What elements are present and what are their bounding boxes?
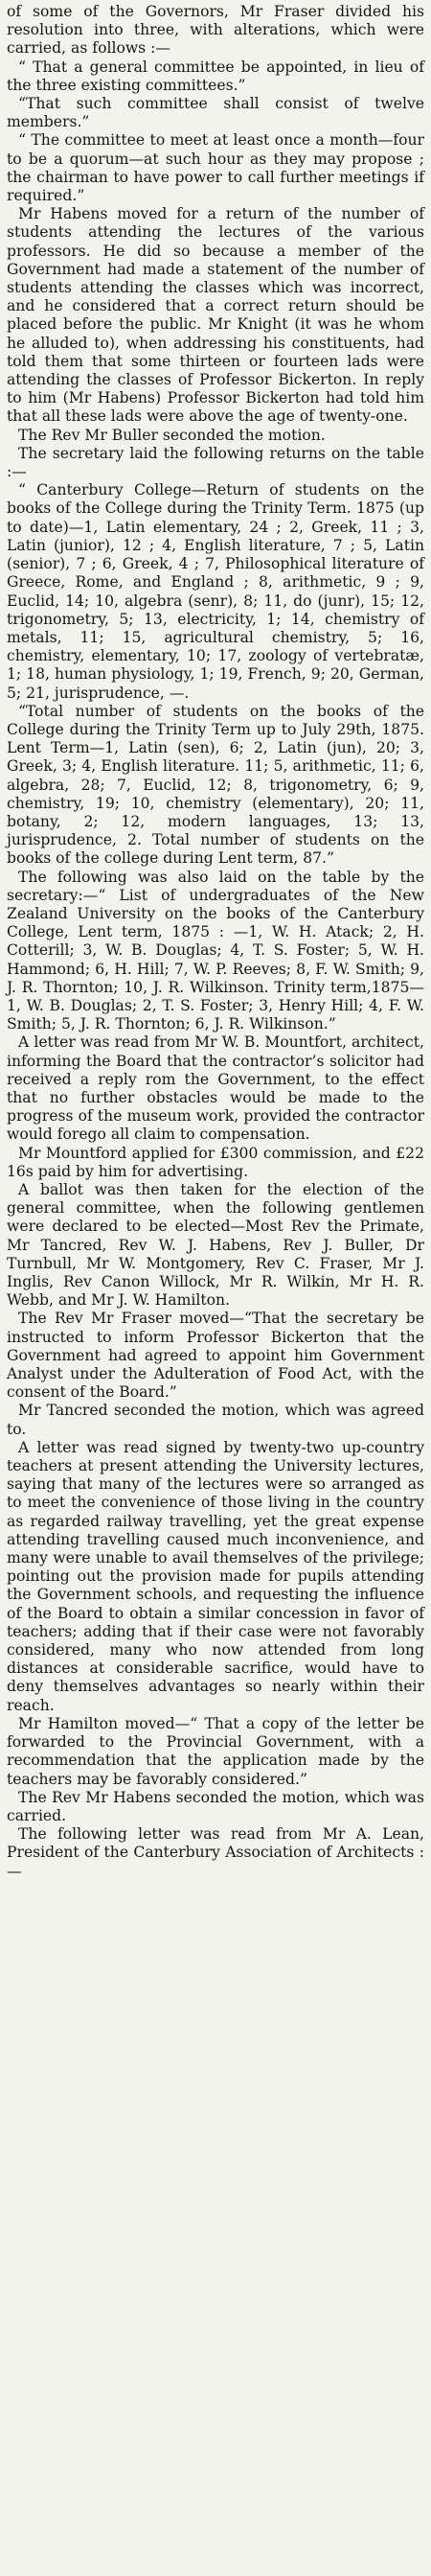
paragraph-mountford-commission: Mr Mountford applied for £300 commission, and £22 16s paid by him for advertising. (7, 1144, 424, 1180)
paragraph-resolution-3: “ The committee to meet at least once a month—four to be a quorum—at such hour as they may propose ; the chairman to have power to call further meetings if required.” (7, 131, 424, 205)
paragraph-teachers-letter: A letter was read signed by twenty-two up-country teachers at present attending the University lectures, saying that many of the lectures were so arranged as to meet the convenience of those living in the country as regarded railway travelling, yet the great expense attending travelling caused much inconvenience, and many were unable to avail themselves of the privilege; pointing out the provision made for pupils attending the Government schools, and requesting the influence of the Board to obtain a similar concession in favor of teachers; adding that if their case were not favorably considered, many who now attended from long distances at considerable sacrifice, would have to deny themselves advantages so nearly within their reach. (7, 1438, 424, 1714)
paragraph-fraser-motion: The Rev Mr Fraser moved—“That the secretary be instructed to inform Professor Bickerton that the Government had agreed to appoint him Government Analyst under the Adulteration of Food Act, with the consent of the Board.” (7, 1310, 424, 1402)
paragraph-habens-motion: Mr Habens moved for a return of the number of students attending the lectures of the various professors. He did so because a member of the Government had made a statement of the number of students attending the classes which was incorrect, and he considered that a correct return should be placed before the public. Mr Knight (it was he whom he alluded to), when addressing his constituents, had told them that some thirteen or fourteen lads were attending the classes of Professor Bickerton. In reply to him (Mr Habens) Professor Bickerton had told him that all these lads were above the age of twenty-one. (7, 205, 424, 426)
paragraph-hamilton-motion: Mr Hamilton moved—“ That a copy of the letter be forwarded to the Provincial Government, with a recommendation that the application made by the teachers may be favorably considered.” (7, 1714, 424, 1788)
paragraph-ballot: A ballot was then taken for the election of the general committee, when the following gentlemen were declared to be elected—Most Rev the Primate, Mr Tancred, Rev W. J. Habens, Rev J. Buller, Dr Turnbull, Mr W. Montgomery, Rev C. Fraser, Mr J. Inglis, Rev Canon Willock, Mr R. Wilkin, Mr H. R. Webb, and Mr J. W. Hamilton. (7, 1181, 424, 1310)
paragraph-trinity-return: “ Canterbury College—Return of students on the books of the College during the Trinity Term. 1875 (up to date)—1, Latin elementary, 24 ; 2, Greek, 11 ; 3, Latin (junior), 12 ; 4, English literature, 7 ; 5, Latin (senior), 7 ; 6, Greek, 4 ; 7, Philosophical literature of Greece, Rome, and England ; 8, arithmetic, 9 ; 9, Euclid, 14; 10, algebra (senr), 8; 11, do (junr), 15; 12, trigonometry, 5; 13, electricity, 1; 14, chemistry of metals, 11; 15, agricultural chemistry, 5; 16, chemistry, elementary, 10; 17, zoology of vertebratæ, 1; 18, human physiology, 1; 19, French, 9; 20, German, 5; 21, jurisprudence, —. (7, 481, 424, 702)
paragraph-lent-return: “Total number of students on the books of the College during the Trinity Term up to July 29th, 1875. Lent Term—1, Latin (sen), 6; 2, Latin (jun), 20; 3, Greek, 3; 4, English literature. 11; 5, arithmetic, 11; 6, algebra, 28; 7, Euclid, 12; 8, trigonometry, 6; 9, chemistry, 19; 10, chemistry (elementary), 20; 11, botany, 2; 12, modern languages, 13; 13, jurisprudence, 2. Total number of students on the books of the college during Lent term, 87.” (7, 702, 424, 868)
paragraph-lean-letter-intro: The following letter was read from Mr A. Lean, President of the Canterbury Association of Architects :— (7, 1825, 424, 1880)
paragraph-undergraduates: The following was also laid on the table by the secretary:—“ List of undergraduates of the New Zealand University on the books of the Canterbury College, Lent term, 1875 : —1, W. H. Atack; 2, H. Cotterill; 3, W. B. Douglas; 4, T. S. Foster; 5, W. H. Hammond; 6, H. Hill; 7, W. P. Reeves; 8, F. W. Smith; 9, J. R. Thornton; 10, J. R. Wilkinson. Trinity term,1875—1, W. B. Douglas; 2, T. S. Foster; 3, Henry Hill; 4, F. W. Smith; 5, J. R. Thornton; 6, J. R. Wilkinson.” (7, 868, 424, 1033)
paragraph-resolution-intro: of some of the Governors, Mr Fraser divided his resolution into three, with alterations, which were carried, as follows :— (7, 3, 424, 58)
paragraph-returns-intro: The secretary laid the following returns on the table :— (7, 444, 424, 481)
paragraph-habens-seconded: The Rev Mr Habens seconded the motion, which was carried. (7, 1788, 424, 1824)
paragraph-resolution-1: “ That a general committee be appointed, in lieu of the three existing committees.” (7, 58, 424, 94)
paragraph-tancred-seconded: Mr Tancred seconded the motion, which was agreed to. (7, 1402, 424, 1438)
paragraph-mountfort-letter: A letter was read from Mr W. B. Mountfort, architect, informing the Board that the contractor’s solicitor had received a reply rom the Government, to the effect that no further obstacles would be made to the progress of the museum work, provided the contractor would forego all claim to compensation. (7, 1033, 424, 1144)
paragraph-resolution-2: “That such committee shall consist of twelve members.” (7, 95, 424, 131)
paragraph-buller-seconded: The Rev Mr Buller seconded the motion. (18, 426, 326, 444)
